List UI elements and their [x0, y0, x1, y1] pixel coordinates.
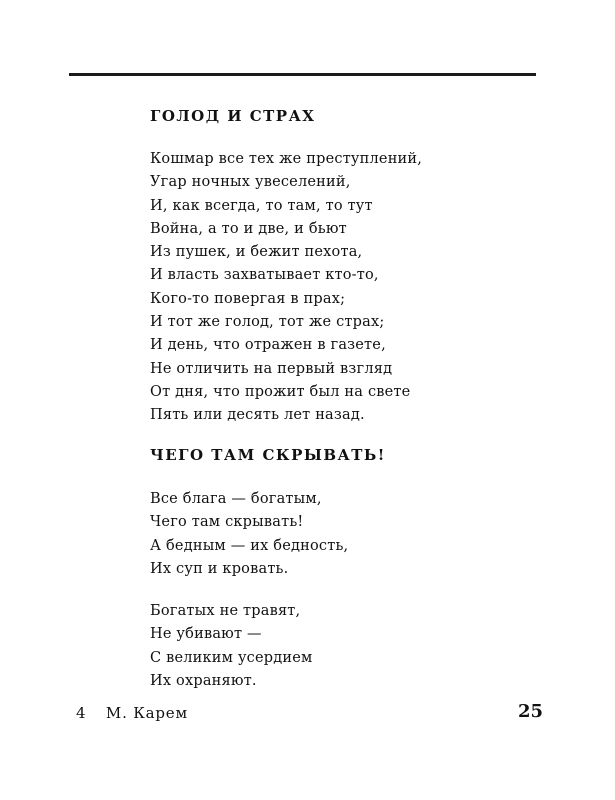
verse-line: Их суп и кровать.: [150, 560, 289, 577]
signature-number: 4: [76, 704, 87, 722]
page-number: 25: [518, 701, 544, 722]
verse-line: Их охраняют.: [150, 672, 257, 689]
verse-line: Кого-то повергая в прах;: [150, 290, 346, 307]
verse-line: Не убивают —: [150, 626, 262, 643]
stanza: [150, 148, 422, 428]
signature-author: М. Карем: [105, 704, 188, 722]
poem-title: ЧЕГО ТАМ СКРЫВАТЬ!: [150, 446, 386, 464]
verse-line: Богатых не травят,: [150, 603, 301, 619]
verse-line: С великим усердием: [150, 649, 313, 666]
verse-line: Кошмар все тех же преступлений,: [150, 151, 423, 167]
verse-line: Не отличить на первый взгляд: [150, 360, 393, 377]
poem-title: ГОЛОД И СТРАХ: [150, 107, 316, 125]
verse-line: И власть захватывает кто-то,: [150, 267, 379, 284]
verse-line: Из пушек, и бежит пехота,: [150, 244, 363, 261]
verse-line: Чего там скрывать!: [150, 514, 304, 531]
verse-line: И тот же голод, тот же страх;: [150, 314, 385, 331]
verse-line: И, как всегда, то там, то тут: [150, 197, 373, 214]
signature-mark: [76, 704, 188, 722]
verse-line: Война, а то и две, и бьют: [150, 220, 347, 237]
verse-line: Пять или десять лет назад.: [150, 407, 365, 424]
stanza: [150, 488, 348, 581]
verse-line: От дня, что прожит был на свете: [150, 383, 411, 400]
verse-line: И день, что отражен в газете,: [150, 337, 386, 354]
verse-line: Угар ночных увеселений,: [150, 174, 351, 191]
verse-line: А бедным — их бедность,: [150, 537, 349, 554]
stanza: [150, 600, 313, 693]
top-rule: [69, 73, 536, 76]
verse-line: Все блага — богатым,: [150, 491, 322, 507]
